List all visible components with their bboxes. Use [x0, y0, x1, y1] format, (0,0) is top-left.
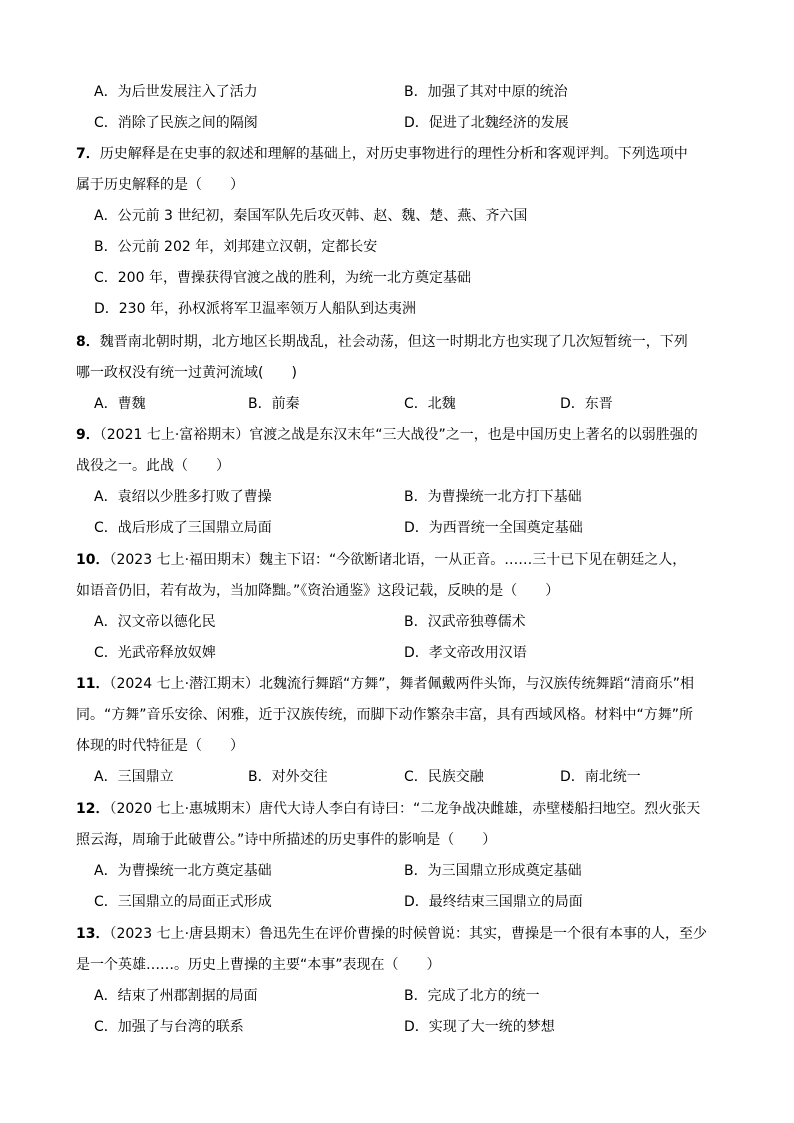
q9-option-a: A．袁绍以少胜多打败了曹操	[94, 489, 272, 505]
q8-number: 8．	[76, 334, 100, 350]
q8-stem-text1: 魏晋南北朝时期，北方地区长期战乱，社会动荡，但这一时期北方也实现了几次短暂统一，下列	[99, 334, 688, 350]
q9-stem-line1	[76, 425, 698, 445]
q10-option-a: A．汉文帝以德化民	[94, 614, 216, 630]
q12-stem-line2: 照云海，周瑜于此破曹公。”诗中所描述的历史事件的影响是（ ）	[76, 832, 497, 848]
q10-stem-line2: 如语音仍旧，若有故为，当加降黜。”《资治通鉴》这段记载，反映的是（ ）	[76, 583, 560, 599]
q9-option-c: C．战后形成了三国鼎立局面	[94, 520, 272, 536]
q13-stem-line1	[76, 924, 707, 944]
q7-stem-line2: 属于历史解释的是（ ）	[76, 177, 244, 193]
q11-option-c: C．民族交融	[404, 769, 484, 785]
q6-option-b: B．加强了其对中原的统治	[404, 84, 568, 100]
q6-option-d: D．促进了北魏经济的发展	[404, 115, 569, 131]
q8-option-d: D．东晋	[560, 396, 613, 412]
q12-number: 12．	[76, 801, 110, 817]
q13-number: 13．	[76, 926, 110, 942]
q10-option-c: C．光武帝释放奴婢	[94, 645, 216, 661]
q10-option-b: B．汉武帝独尊儒术	[404, 614, 526, 630]
q11-stem-line3: 体现的时代特征是（ ）	[76, 738, 244, 754]
q10-option-d: D．孝文帝改用汉语	[404, 645, 527, 661]
q7-option-c: C．200 年，曹操获得官渡之战的胜利，为统一北方奠定基础	[94, 270, 471, 286]
q12-option-c: C．三国鼎立的局面正式形成	[94, 894, 272, 910]
q13-stem-text1: （2023 七上·唐县期末）鲁迅先生在评价曹操的时候曾说：其实，曹操是一个很有本事的人，至少	[109, 926, 708, 942]
q13-option-a: A．结束了州郡割据的局面	[94, 988, 258, 1004]
q11-option-a: A．三国鼎立	[94, 769, 174, 785]
q7-number: 7．	[76, 146, 100, 162]
q11-stem-line1	[76, 674, 694, 694]
q7-option-b: B．公元前 202 年，刘邦建立汉朝，定都长安	[94, 239, 378, 255]
q8-option-b: B．前秦	[248, 396, 300, 412]
q11-option-d: D．南北统一	[560, 769, 641, 785]
q11-stem-text1: （2024 七上·潜江期末）北魏流行舞蹈“方舞”，舞者佩戴两件头饰，与汉族传统舞蹈“清商乐”相	[109, 676, 695, 692]
q9-stem-text1: （2021 七上·富裕期末）官渡之战是东汉末年“三大战役”之一，也是中国历史上著名的以弱胜强的	[99, 427, 698, 443]
q11-number: 11．	[76, 676, 110, 692]
q12-stem-line1	[76, 799, 700, 819]
q10-stem-text1: （2023 七上·福田期末）魏主下诏：“今欲断诸北语，一从正音。……三十已下见在朝廷之人，	[109, 552, 687, 568]
q6-option-a: A．为后世发展注入了活力	[94, 84, 258, 100]
q13-option-c: C．加强了与台湾的联系	[94, 1019, 244, 1035]
q8-stem-line1	[76, 332, 688, 352]
q12-option-b: B．为三国鼎立形成奠定基础	[404, 863, 582, 879]
q9-option-d: D．为西晋统一全国奠定基础	[404, 520, 583, 536]
q7-option-a: A．公元前 3 世纪初，秦国军队先后攻灭韩、赵、魏、楚、燕、齐六国	[94, 208, 528, 224]
q9-number: 9．	[76, 427, 100, 443]
q10-number: 10．	[76, 552, 110, 568]
q12-stem-text1: （2020 七上·惠城期末）唐代大诗人李白有诗曰：“二龙争战决雌雄，赤壁楼船扫地空。烈火张天	[109, 801, 701, 817]
q7-stem-line1	[76, 144, 688, 164]
q12-option-d: D．最终结束三国鼎立的局面	[404, 894, 583, 910]
q11-stem-line2: 同。“方舞”音乐安徐、闲雅，近于汉族传统，而脚下动作繁杂丰富，具有西域风格。材料中“方舞”所	[76, 707, 694, 723]
q8-stem-line2: 哪一政权没有统一过黄河流域( )	[76, 365, 297, 381]
q11-option-b: B．对外交往	[248, 769, 328, 785]
q8-option-c: C．北魏	[404, 396, 456, 412]
q9-stem-line2: 战役之一。此战（ ）	[76, 458, 230, 474]
q6-option-c: C．消除了民族之间的隔阂	[94, 115, 258, 131]
q13-stem-line2: 是一个英雄……。历史上曹操的主要“本事”表现在（ ）	[76, 957, 441, 973]
q13-option-d: D．实现了大一统的梦想	[404, 1019, 555, 1035]
q9-option-b: B．为曹操统一北方打下基础	[404, 489, 582, 505]
q13-option-b: B．完成了北方的统一	[404, 988, 540, 1004]
q7-option-d: D．230 年，孙权派将军卫温率领万人船队到达夷洲	[94, 301, 416, 317]
q12-option-a: A．为曹操统一北方奠定基础	[94, 863, 272, 879]
q8-option-a: A．曹魏	[94, 396, 146, 412]
q10-stem-line1	[76, 550, 686, 570]
q7-stem-text1: 历史解释是在史事的叙述和理解的基础上，对历史事物进行的理性分析和客观评判。下列选项中	[99, 146, 688, 162]
